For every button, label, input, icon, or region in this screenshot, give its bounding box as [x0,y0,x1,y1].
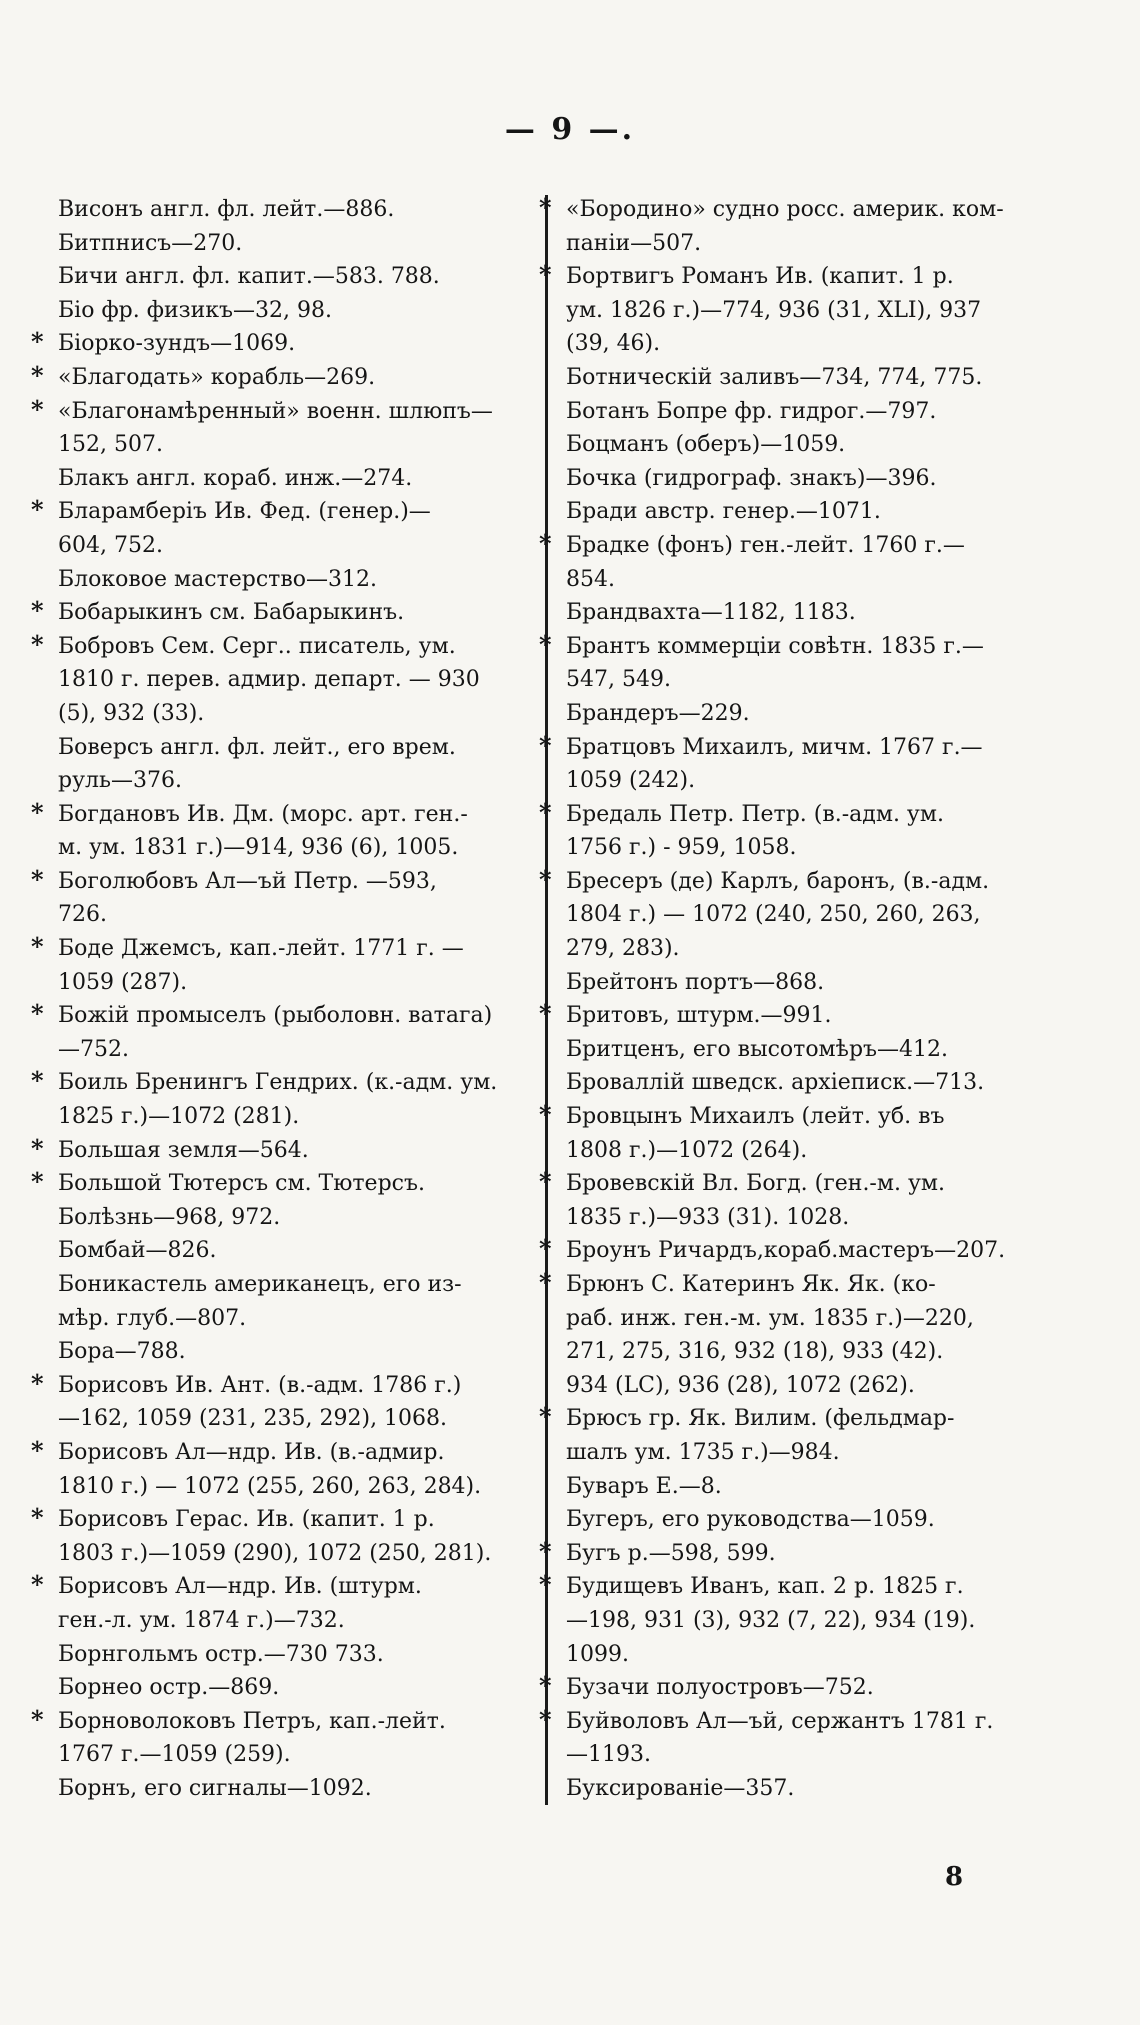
index-entry: * Брантъ коммерціи совѣтн. 1835 г.— 547, 549. [566,630,1052,697]
index-entry: * Бларамберіъ Ив. Фед. (генер.)— 604, 752. [58,495,538,562]
index-entry: * «Бородино» судно росс. америк. ком- паніи—507. [566,193,1052,260]
index-entry: Борнъ, его сигналы—1092. [58,1775,372,1801]
index-entry: Брандвахта—1182, 1183. [566,600,856,626]
index-entry: Борнео остр.—869. [58,1675,280,1701]
index-entry: * Борисовъ Ив. Ант. (в.-адм. 1786 г.) —162, 1059 (231, 235, 292), 1068. [58,1369,538,1436]
index-entry: * «Благонамѣренный» военн. шлюпъ— 152, 507. [58,395,538,462]
index-entry: * Буйволовъ Ал—ъй, сержантъ 1781 г. —1193. [566,1705,1052,1772]
index-entry: Броваллій шведск. архіеписк.—713. [566,1070,985,1096]
index-entry: Бичи англ. фл. капит.—583. 788. [58,264,440,290]
index-entry: * Богдановъ Ив. Дм. (морс. арт. ген.- м. ум. 1831 г.)—914, 936 (6), 1005. [58,798,538,865]
index-entry: * Бортвигъ Романъ Ив. (капит. 1 р. ум. 1826 г.)—774, 936 (31, XLI), 937 (39, 46). [566,260,1052,361]
index-entry: Бочка (гидрограф. знакъ)—396. [566,465,937,491]
index-entry: Борнгольмъ остр.—730 733. [58,1641,384,1667]
index-entry: * Бугъ р.—598, 599. [566,1537,1052,1571]
index-entry: Блакъ англ. кораб. инж.—274. [58,465,413,491]
index-entry: * Бритовъ, штурм.—991. [566,999,1052,1033]
index-entry: * Бредаль Петр. Петр. (в.-адм. ум. 1756 г.) - 959, 1058. [566,798,1052,865]
index-entry: Болѣзнь—968, 972. [58,1204,281,1230]
index-entry: * Большой Тютерсъ см. Тютерсъ. [58,1167,538,1201]
index-entry: * Боголюбовъ Ал—ъй Петр. —593, 726. [58,865,538,932]
index-entry: Бора—788. [58,1339,186,1365]
index-entry: Буксированіе—357. [566,1775,795,1801]
index-entry: Боникастель американецъ, его из- мѣр. глуб.—807. [58,1272,462,1331]
index-entry: * Бресеръ (де) Карлъ, баронъ, (в.-адм. 1804 г.) — 1072 (240, 250, 260, 263, 279, 283). [566,865,1052,966]
index-entry: * Брюсъ гр. Як. Вилим. (фельдмар- шалъ ум. 1735 г.)—984. [566,1402,1052,1469]
index-entry: * Будищевъ Иванъ, кап. 2 р. 1825 г. —198, 931 (3), 932 (7, 22), 934 (19). 1099. [566,1570,1052,1671]
index-entry: Блоковое мастерство—312. [58,566,377,592]
index-entry: * «Благодать» корабль—269. [58,361,538,395]
index-entry: * Борноволоковъ Петръ, кап.-лейт. 1767 г.—1059 (259). [58,1705,538,1772]
index-entry: * Бровевскій Вл. Богд. (ген.-м. ум. 1835 г.)—933 (31). 1028. [566,1167,1052,1234]
index-entry: * Брюнъ С. Катеринъ Як. Як. (ко- раб. инж. ген.-м. ум. 1835 г.)—220, 271, 275, 316, 932 (18), 933 (42). 934 (LC), 936 (28), 1072 (262). [566,1268,1052,1402]
index-entry: * Броунъ Ричардъ,кораб.мастеръ—207. [566,1234,1052,1268]
index-entry: Висонъ англ. фл. лейт.—886. [58,197,395,222]
index-entry: Ботанъ Бопре фр. гидрог.—797. [566,398,937,424]
index-entry: Бугеръ, его руководства—1059. [566,1507,935,1533]
index-entry: Боверсъ англ. фл. лейт., его врем. руль—376. [58,734,456,794]
index-entry: * Бузачи полуостровъ—752. [566,1671,1052,1705]
index-entry: * Брадке (фонъ) ген.-лейт. 1760 г.— 854. [566,529,1052,596]
index-entry: * Боде Джемсъ, кап.-лейт. 1771 г. — 1059 (287). [58,932,538,999]
index-entry: * Борисовъ Ал—ндр. Ив. (в.-адмир. 1810 г.) — 1072 (255, 260, 263, 284). [58,1436,538,1503]
index-entry: * Бобарыкинъ см. Бабарыкинъ. [58,596,538,630]
index-entry: Брандеръ—229. [566,700,750,726]
index-entry: * Біорко-зундъ—1069. [58,327,538,361]
left-column [58,193,538,1806]
index-entry: * Божій промыселъ (рыболовн. ватага) —752. [58,999,538,1066]
index-entry: * Большая земля—564. [58,1134,538,1168]
index-entry: * Братцовъ Михаилъ, мичм. 1767 г.— 1059 (242). [566,731,1052,798]
index-entry: Боцманъ (оберъ)—1059. [566,432,846,458]
right-column [566,193,1052,1806]
index-entry: Буваръ Е.—8. [566,1473,722,1499]
index-entry: Бомбай—826. [58,1238,217,1264]
index-entry: Битпнисъ—270. [58,230,243,256]
page-number: — 9 —. [504,112,636,147]
signature-mark: 8 [945,1862,964,1892]
index-entry: * Бобровъ Сем. Серг.. писатель, ум. 1810 г. перев. адмир. департ. — 930 (5), 932 (33). [58,630,538,731]
index-entry: Біо фр. физикъ—32, 98. [58,297,332,323]
index-entry: Ботническій заливъ—734, 774, 775. [566,364,983,390]
index-entry: Брейтонъ портъ—868. [566,969,825,995]
index-entry: * Боиль Бренингъ Гендрих. (к.-адм. ум. 1825 г.)—1072 (281). [58,1066,538,1133]
index-entry: Бради австр. генер.—1071. [566,499,881,525]
index-entry: * Бровцынъ Михаилъ (лейт. уб. въ 1808 г.)—1072 (264). [566,1100,1052,1167]
index-entry: * Борисовъ Ал—ндр. Ив. (штурм. ген.-л. ум. 1874 г.)—732. [58,1570,538,1637]
index-entry: * Борисовъ Герас. Ив. (капит. 1 р. 1803 г.)—1059 (290), 1072 (250, 281). [58,1503,538,1570]
index-entry: Бритценъ, его высотомѣръ—412. [566,1036,949,1062]
